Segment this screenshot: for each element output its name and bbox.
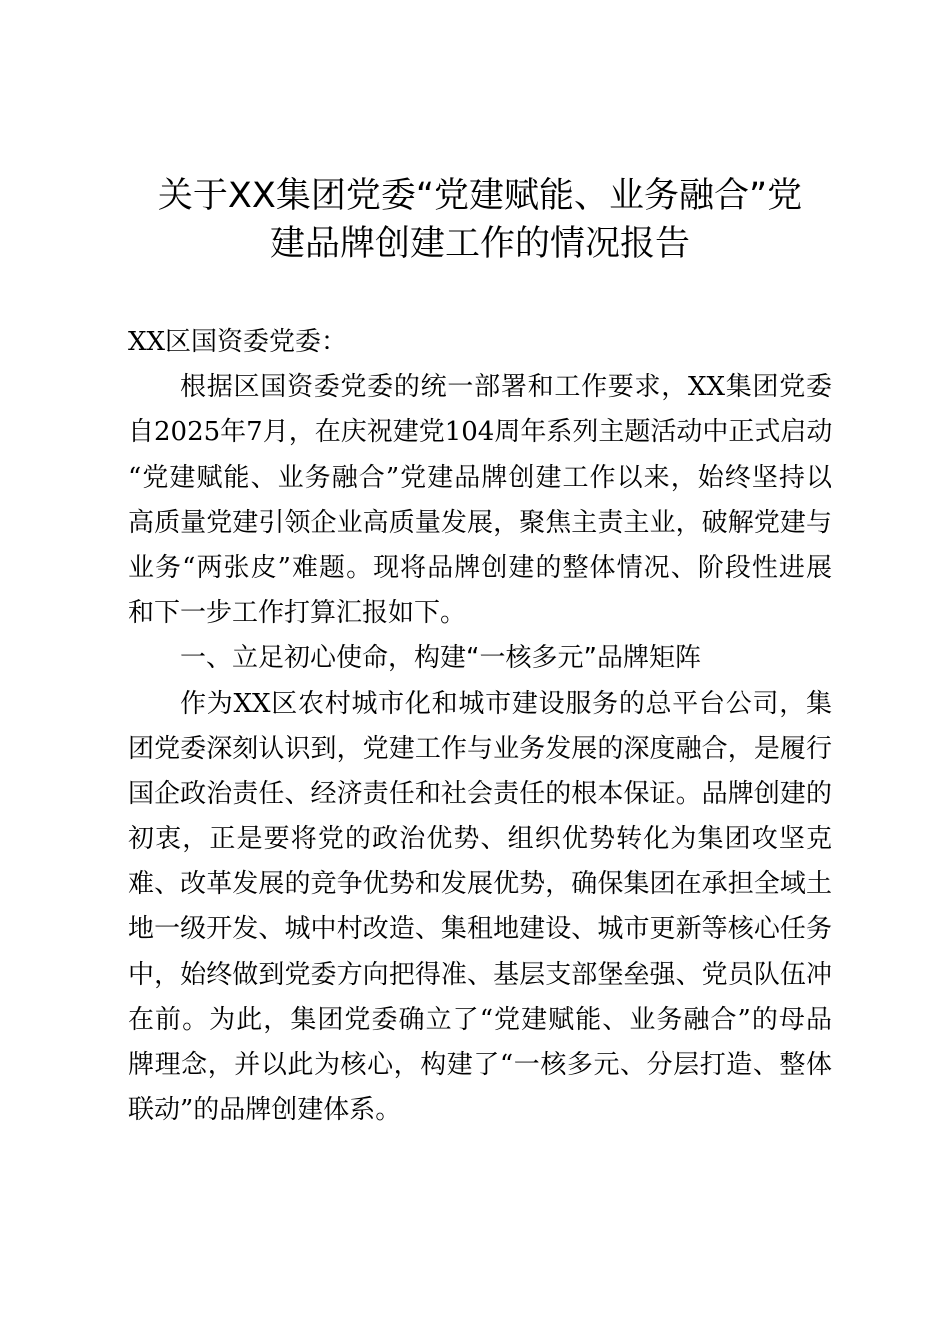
section-heading — [128, 636, 832, 681]
text-line: 高质量党建引领企业高质量发展，聚焦主责主业，破解党建与 — [128, 507, 832, 538]
text-line: 业务“两张皮”难题。现将品牌创建的整体情况、阶段性进展 — [128, 552, 832, 583]
document-title — [120, 172, 840, 268]
text-line: 国企政治责任、经济责任和社会责任的根本保证。品牌创建的 — [128, 778, 832, 809]
text-line: 团党委深刻认识到，党建工作与业务发展的深度融合，是履行 — [128, 733, 832, 764]
text-line: 难、改革发展的竞争优势和发展优势，确保集团在承担全域土 — [128, 869, 832, 900]
title-line: 建品牌创建工作的情况报告 — [269, 224, 690, 264]
document-body — [128, 320, 832, 1133]
text-line: 在前。为此，集团党委确立了“党建赋能、业务融合”的母品 — [128, 1004, 832, 1035]
text-line: 和下一步工作打算汇报如下。 — [128, 598, 467, 629]
text-line: 联动”的品牌创建体系。 — [128, 1095, 402, 1126]
heading-line: 一、立足初心使命，构建“一核多元”品牌矩阵 — [180, 643, 701, 674]
salutation: XX区国资委党委： — [128, 327, 348, 357]
text-line: 自2025年7月，在庆祝建党104周年系列主题活动中正式启动 — [128, 417, 833, 448]
text-line: 地一级开发、城中村改造、集租地建设、城市更新等核心任务 — [128, 914, 832, 945]
text-line: 作为XX区农村城市化和城市建设服务的总平台公司，集 — [180, 688, 832, 719]
title-line: 关于XX集团党委“党建赋能、业务融合”党 — [157, 176, 803, 216]
paragraph-section-1 — [128, 682, 832, 1134]
text-line: 初衷，正是要将党的政治优势、组织优势转化为集团攻坚克 — [128, 824, 832, 855]
paragraph-intro — [128, 365, 832, 636]
text-line: 牌理念，并以此为核心，构建了“一核多元、分层打造、整体 — [128, 1050, 832, 1080]
text-line: “党建赋能、业务融合”党建品牌创建工作以来，始终坚持以 — [128, 462, 832, 493]
text-line: 中，始终做到党委方向把得准、基层支部堡垒强、党员队伍冲 — [128, 959, 832, 990]
text-line: 根据区国资委党委的统一部署和工作要求，XX集团党委 — [180, 372, 832, 403]
